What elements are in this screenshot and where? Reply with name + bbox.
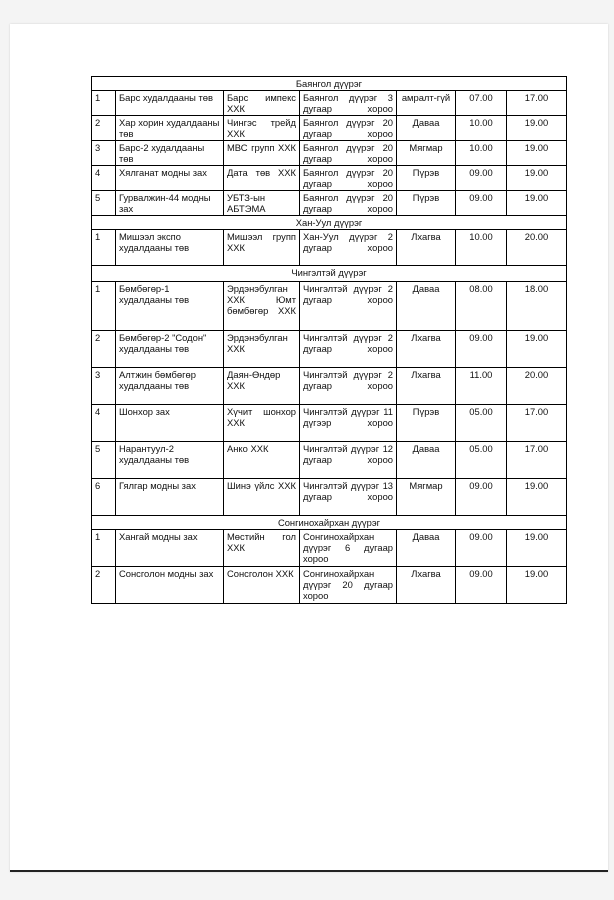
cell-close: 17.00 [507, 442, 567, 479]
cell-no: 1 [92, 282, 116, 331]
cell-no: 2 [92, 331, 116, 368]
cell-no: 2 [92, 116, 116, 141]
cell-close: 17.00 [507, 91, 567, 116]
cell-address: Чингэлтэй дүүрэг 11 дүгээр хороо [300, 405, 397, 442]
cell-no: 4 [92, 405, 116, 442]
cell-open: 09.00 [456, 479, 507, 516]
cell-name: Барс-2 худалдааны төв [116, 141, 224, 166]
cell-day: Лхагва [397, 368, 456, 405]
cell-no: 4 [92, 166, 116, 191]
cell-day: Даваа [397, 442, 456, 479]
cell-day: Лхагва [397, 331, 456, 368]
cell-name: Сонсголон модны зах [116, 567, 224, 604]
cell-day: Мягмар [397, 141, 456, 166]
cell-name: Гялгар модны зах [116, 479, 224, 516]
cell-address: Чингэлтэй дүүрэг 2 дугаар хороо [300, 282, 397, 331]
cell-close: 19.00 [507, 530, 567, 567]
cell-address: Хан-Уул дүүрэг 2 дугаар хороо [300, 230, 397, 266]
cell-company: Чингэс трейд ХХК [224, 116, 300, 141]
table-row [92, 530, 567, 567]
table-row [92, 331, 567, 368]
cell-no: 3 [92, 368, 116, 405]
table-row [92, 91, 567, 116]
cell-close: 19.00 [507, 191, 567, 216]
cell-company: МВС групп ХХК [224, 141, 300, 166]
cell-name: Бөмбөгөр-1 худалдааны төв [116, 282, 224, 331]
district-name: Чингэлтэй дүүрэг [92, 266, 567, 282]
cell-no: 6 [92, 479, 116, 516]
market-schedule-table [91, 76, 567, 604]
table-row [92, 282, 567, 331]
cell-day: Пүрэв [397, 166, 456, 191]
cell-name: Шонхор зах [116, 405, 224, 442]
cell-day: Пүрэв [397, 405, 456, 442]
cell-open: 10.00 [456, 230, 507, 266]
cell-close: 20.00 [507, 230, 567, 266]
cell-close: 19.00 [507, 141, 567, 166]
cell-company: Эрдэнэбулган ХХК [224, 331, 300, 368]
cell-name: Мишээл экспо худалдааны төв [116, 230, 224, 266]
table-body [92, 77, 567, 604]
cell-name: Хангай модны зах [116, 530, 224, 567]
district-header-row [92, 266, 567, 282]
cell-close: 20.00 [507, 368, 567, 405]
cell-address: Сонгинохайрхан дүүрэг 6 дугаар хороо [300, 530, 397, 567]
table-row [92, 405, 567, 442]
cell-address: Баянгол дүүрэг 20 дугаар хороо [300, 166, 397, 191]
cell-close: 19.00 [507, 567, 567, 604]
cell-open: 09.00 [456, 191, 507, 216]
cell-open: 09.00 [456, 331, 507, 368]
cell-open: 09.00 [456, 530, 507, 567]
cell-company: Шинэ үйлс ХХК [224, 479, 300, 516]
cell-company: УБТЗ-ын АБТЭМА [224, 191, 300, 216]
table-row [92, 166, 567, 191]
cell-day: амралт-гүй [397, 91, 456, 116]
cell-company: Эрдэнэбулган ХХК Юмт бөмбөгөр ХХК [224, 282, 300, 331]
cell-day: Даваа [397, 282, 456, 331]
cell-day: Лхагва [397, 230, 456, 266]
district-name: Баянгол дүүрэг [92, 77, 567, 91]
cell-name: Алтжин бөмбөгөр худалдааны төв [116, 368, 224, 405]
cell-no: 2 [92, 567, 116, 604]
cell-name: Хялганат модны зах [116, 166, 224, 191]
table-row [92, 479, 567, 516]
cell-open: 09.00 [456, 567, 507, 604]
cell-close: 18.00 [507, 282, 567, 331]
district-header-row [92, 216, 567, 230]
cell-day: Даваа [397, 116, 456, 141]
cell-name: Нарантуул-2 худалдааны төв [116, 442, 224, 479]
table-row [92, 191, 567, 216]
cell-close: 19.00 [507, 331, 567, 368]
cell-open: 05.00 [456, 405, 507, 442]
cell-no: 1 [92, 530, 116, 567]
cell-address: Баянгол дүүрэг 20 дугаар хороо [300, 116, 397, 141]
cell-name: Бөмбөгөр-2 "Содон" худалдааны төв [116, 331, 224, 368]
cell-no: 1 [92, 230, 116, 266]
cell-day: Даваа [397, 530, 456, 567]
document-page [10, 24, 608, 872]
cell-no: 5 [92, 191, 116, 216]
cell-no: 5 [92, 442, 116, 479]
cell-company: Хүчит шонхор ХХК [224, 405, 300, 442]
cell-day: Пүрэв [397, 191, 456, 216]
cell-open: 05.00 [456, 442, 507, 479]
cell-address: Чингэлтэй дүүрэг 12 дугаар хороо [300, 442, 397, 479]
cell-company: Мөстийн гол ХХК [224, 530, 300, 567]
table-row [92, 368, 567, 405]
cell-company: Барс импекс ХХК [224, 91, 300, 116]
cell-no: 3 [92, 141, 116, 166]
district-header-row [92, 77, 567, 91]
cell-day: Лхагва [397, 567, 456, 604]
cell-close: 19.00 [507, 166, 567, 191]
table-row [92, 442, 567, 479]
cell-name: Гурвалжин-44 модны зах [116, 191, 224, 216]
cell-name: Хар хорин худалдааны төв [116, 116, 224, 141]
cell-address: Баянгол дүүрэг 3 дугаар хороо [300, 91, 397, 116]
cell-open: 10.00 [456, 116, 507, 141]
cell-open: 10.00 [456, 141, 507, 166]
cell-address: Чингэлтэй дүүрэг 2 дугаар хороо [300, 331, 397, 368]
cell-company: Анко ХХК [224, 442, 300, 479]
cell-company: Дата төв ХХК [224, 166, 300, 191]
cell-company: Даян-Өндөр ХХК [224, 368, 300, 405]
district-name: Хан-Уул дүүрэг [92, 216, 567, 230]
table-row [92, 141, 567, 166]
cell-address: Чингэлтэй дүүрэг 2 дугаар хороо [300, 368, 397, 405]
district-header-row [92, 516, 567, 530]
cell-open: 08.00 [456, 282, 507, 331]
cell-close: 19.00 [507, 479, 567, 516]
district-name: Сонгинохайрхан дүүрэг [92, 516, 567, 530]
table-row [92, 567, 567, 604]
cell-company: Сонсголон ХХК [224, 567, 300, 604]
table-row [92, 116, 567, 141]
cell-address: Баянгол дүүрэг 20 дугаар хороо [300, 191, 397, 216]
cell-open: 09.00 [456, 166, 507, 191]
cell-name: Барс худалдааны төв [116, 91, 224, 116]
cell-company: Мишээл групп ХХК [224, 230, 300, 266]
cell-day: Мягмар [397, 479, 456, 516]
cell-close: 17.00 [507, 405, 567, 442]
cell-address: Чингэлтэй дүүрэг 13 дугаар хороо [300, 479, 397, 516]
cell-open: 07.00 [456, 91, 507, 116]
cell-address: Баянгол дүүрэг 20 дугаар хороо [300, 141, 397, 166]
cell-no: 1 [92, 91, 116, 116]
cell-close: 19.00 [507, 116, 567, 141]
cell-address: Сонгинохайрхан дүүрэг 20 дугаар хороо [300, 567, 397, 604]
table-row [92, 230, 567, 266]
cell-open: 11.00 [456, 368, 507, 405]
